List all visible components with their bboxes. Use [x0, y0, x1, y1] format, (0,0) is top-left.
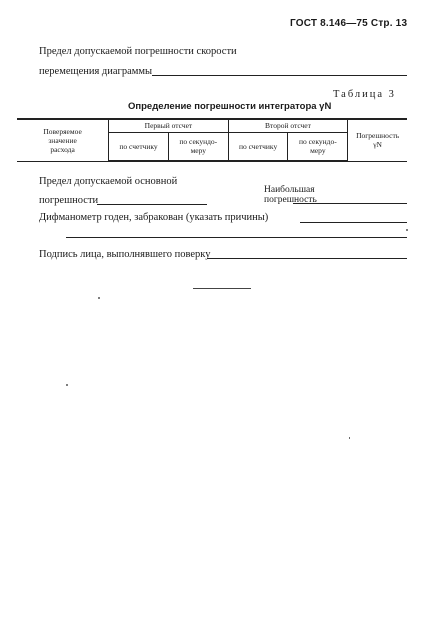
verdict-fill-line-1: [300, 222, 407, 223]
sub-stopwatch-2: по секундо-меру: [288, 132, 348, 161]
scan-speck: [406, 229, 408, 231]
sub-counter-2: по счетчику: [228, 132, 288, 161]
largest-error-line1: Наибольшая: [264, 185, 315, 195]
col-error: Погрешность γN: [348, 119, 407, 161]
speed-limit-line1: Предел допускаемой погрешности скорости: [39, 46, 237, 57]
scan-speck: [98, 297, 100, 299]
main-error-line2: погрешности: [39, 195, 99, 206]
page-header: ГОСТ 8.146—75 Стр. 13: [290, 18, 408, 29]
signature-text: Подпись лица, выполнявшего поверку: [39, 249, 211, 260]
col-verified-value: Поверяемое значение расхода: [17, 119, 109, 161]
signature-fill-line: [207, 258, 407, 259]
integrator-error-table: [17, 118, 407, 162]
scan-speck: [66, 384, 68, 386]
speed-limit-fill-line: [152, 75, 407, 76]
end-divider: [193, 288, 251, 289]
verdict-fill-line-2: [66, 237, 407, 238]
largest-error-line2: погрешность: [264, 195, 317, 205]
col-first-reading: Первый отсчет: [109, 119, 229, 132]
sub-stopwatch-1: по секундо-меру: [168, 132, 228, 161]
speed-limit-line2: перемещения диаграммы: [39, 66, 153, 77]
col-second-reading: Второй отсчет: [228, 119, 348, 132]
scan-speck: [349, 437, 350, 439]
verdict-text: Дифманометр годен, забракован (указать причины): [39, 212, 269, 223]
main-error-line1: Предел допускаемой основной: [39, 176, 178, 187]
largest-error-fill-line: [293, 203, 407, 204]
sub-counter-1: по счетчику: [109, 132, 169, 161]
table-number: Таблица 3: [333, 89, 396, 100]
main-error-fill-line: [97, 204, 207, 205]
table-title: Определение погрешности интегратора γN: [128, 101, 332, 112]
